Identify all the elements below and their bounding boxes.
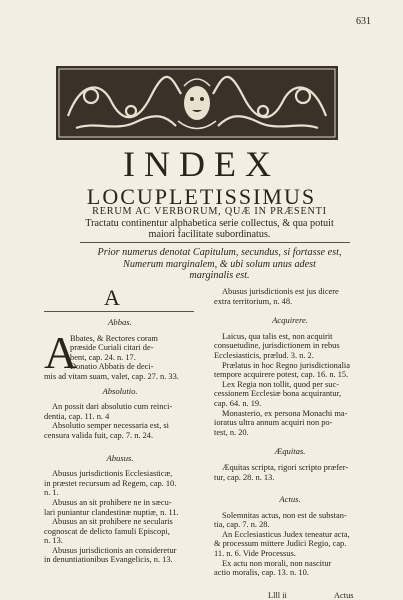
entry-line: & processum mittere Judici Regio, cap. bbox=[214, 539, 347, 549]
entry-line: An possit dari absolutio cum reinci- bbox=[52, 402, 173, 412]
entry-line: consuetudine, jurisdictionem in rebus bbox=[214, 341, 340, 351]
entry-line: ioratus ultra annum acquiri non po- bbox=[214, 418, 333, 428]
title-line-3: maiori facilitate subordinatus. bbox=[148, 229, 271, 240]
notice-line-3: marginalis est. bbox=[189, 270, 250, 281]
entry-line: Bbates, & Rectores coram bbox=[70, 333, 158, 343]
entry-line: test, n. 20. bbox=[214, 427, 249, 437]
title-line-1: RERUM AC VERBORUM, QUÆ IN PRÆSENTI bbox=[92, 206, 327, 217]
entry-heading-absolutio: Absolutio. bbox=[102, 385, 138, 396]
index-title: INDEX bbox=[123, 144, 280, 184]
entry-line: in præstet recursum ad Regem, cap. 10. bbox=[44, 478, 177, 488]
entry-line: mis ad vitam suam, valet, cap. 27. n. 33. bbox=[44, 371, 179, 381]
entry-line: Æquitas scripta, rigori scripto præfer- bbox=[222, 462, 349, 472]
entry-line: præside Curiali citari de- bbox=[70, 343, 154, 353]
entry-heading-aequitas: Æquitas. bbox=[274, 446, 306, 457]
entry-line: actio moralis, cap. 13. n. 10. bbox=[214, 568, 309, 578]
right-column bbox=[214, 287, 366, 578]
entry-line: Abusus jurisdictionis Ecclesiasticæ, bbox=[52, 469, 173, 479]
entry-line: tia, cap. 7. n. 28. bbox=[214, 520, 270, 530]
entry-line: Laicus, qua talis est, non acquirit bbox=[222, 331, 333, 341]
notice-line-1: Prior numerus denotat Capitulum, secundus, si fortasse est, bbox=[97, 247, 342, 258]
headpiece-ornament bbox=[56, 66, 338, 140]
signature-mark: Llll ii bbox=[268, 591, 287, 600]
entry-line: cognoscat de delicto famuli Episcopi, bbox=[44, 526, 170, 536]
entry-line: in denuntiationibus Evangelicis, n. 13. bbox=[44, 555, 173, 565]
section-letter: A bbox=[104, 285, 120, 310]
entry-line: dentia, cap. 11. n. 4 bbox=[44, 411, 110, 421]
left-column bbox=[44, 313, 196, 565]
entry-heading-actus: Actus. bbox=[279, 494, 301, 505]
entry-line: lari puniantur clandestinæ nuptiæ, n. 11. bbox=[44, 507, 179, 517]
entry-line: bent, cap. 24. n. 17. bbox=[70, 352, 136, 362]
entry-line: 11. n. 6. Vide Processus. bbox=[214, 549, 296, 559]
entry-line: Donatio Abbatis de deci- bbox=[70, 362, 154, 372]
entry-heading-abbas: Abbas. bbox=[108, 317, 132, 327]
entry-heading-abusus: Abusus. bbox=[106, 452, 134, 463]
entry-line: Abusus an sit prohibere ne secularis bbox=[52, 517, 173, 527]
entry-line: Monasterio, ex persona Monachi ma- bbox=[222, 408, 348, 418]
index-subtitle: LOCUPLETISSIMUS bbox=[86, 184, 317, 209]
numbering-notice bbox=[76, 247, 363, 282]
entry-line: cessionem Ecclesiæ bona acquirantur, bbox=[214, 389, 342, 399]
entry-line: Ex actu non morali, non nascitur bbox=[222, 558, 332, 568]
entry-line: Abusus jurisdictionis est jus dicere bbox=[222, 287, 339, 296]
entry-heading-acquirere: Acquirere. bbox=[272, 315, 308, 326]
entry-line: Ecclesiasticis, prælud. 3. n. 2. bbox=[214, 350, 314, 360]
entry-line: Absolutio semper necessaria est, si bbox=[52, 421, 169, 431]
entry-line: n. 1. bbox=[44, 488, 59, 498]
entry-line: tempore acquirere potest, cap. 16. n. 15. bbox=[214, 370, 349, 380]
catchword: Actus bbox=[334, 591, 354, 600]
entry-line: cap. 64. n. 19. bbox=[214, 398, 262, 408]
entry-line: n. 13. bbox=[44, 536, 63, 546]
entry-line: extra territorium, n. 48. bbox=[214, 296, 293, 306]
entry-line: Abusus an sit prohibere ne in sæcu- bbox=[52, 497, 172, 507]
entry-line: Solemnitas actus, non est de substan- bbox=[222, 510, 347, 520]
entry-line: Abusus jurisdictionis an consideretur bbox=[52, 545, 177, 555]
notice-line-2: Numerum marginalem, & ubi solum unus adest bbox=[123, 258, 316, 270]
entry-line: Lex Regia non tollit, quod per suc- bbox=[222, 379, 339, 389]
title-line-2: Tractatu continentur alphabetica serie collectus, & qua potuit bbox=[85, 217, 334, 229]
abbas-entry bbox=[44, 326, 196, 382]
entry-line: tur, cap. 28. n. 13. bbox=[214, 472, 275, 482]
entry-line: An Ecclesiasticus Judex teneatur acta, bbox=[222, 529, 350, 539]
title-rule bbox=[80, 242, 350, 243]
entry-line: censura valida fuit, cap. 7. n. 24. bbox=[44, 430, 154, 440]
entry-line: Prælatus in hoc Regno jurisdictionalia bbox=[222, 360, 350, 370]
page-number: 631 bbox=[356, 16, 371, 27]
title-description bbox=[56, 206, 363, 241]
column-divider-rule bbox=[44, 311, 194, 312]
drop-capital: A bbox=[44, 326, 78, 378]
